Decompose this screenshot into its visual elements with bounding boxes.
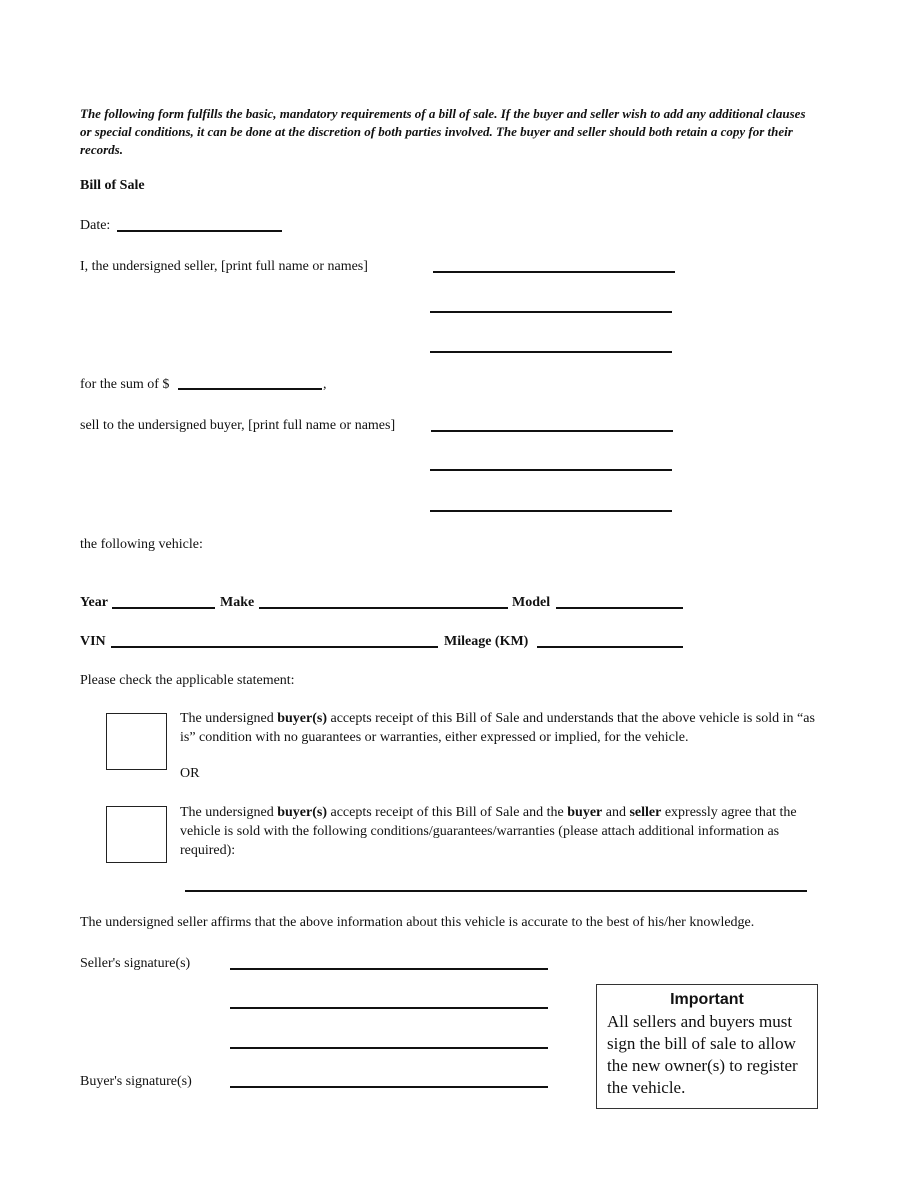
mileage-field[interactable] bbox=[537, 646, 683, 648]
cond-post: expressly agree that the vehicle is sold with the following conditions/guarantees/warranties (please attach additional information as required): bbox=[180, 805, 797, 858]
cond-pre: The undersigned bbox=[180, 805, 278, 820]
sum-field[interactable] bbox=[178, 388, 322, 390]
conditions-checkbox[interactable] bbox=[106, 806, 167, 863]
make-field[interactable] bbox=[259, 607, 508, 609]
or-label: OR bbox=[180, 766, 200, 781]
check-instruction: Please check the applicable statement: bbox=[80, 673, 295, 688]
sum-comma: , bbox=[323, 377, 327, 392]
intro-paragraph: The following form fulfills the basic, mandatory requirements of a bill of sale. If the buyer and seller wish to add any additional clauses or special conditions, it can be done at the discretion of both parties involved. The buyer and seller should both retain a copy for their records. bbox=[80, 106, 806, 157]
mileage-label: Mileage (KM) bbox=[444, 634, 529, 649]
sum-label: for the sum of $ bbox=[80, 377, 170, 392]
buyer-name-field-3[interactable] bbox=[430, 510, 672, 512]
buyer-name-field-1[interactable] bbox=[431, 430, 673, 432]
buyer-signature-label: Buyer's signature(s) bbox=[80, 1074, 192, 1089]
buyer-name-label: sell to the undersigned buyer, [print full name or names] bbox=[80, 418, 396, 433]
important-body: All sellers and buyers must sign the bill of sale to allow the new owner(s) to register the vehicle. bbox=[607, 1012, 798, 1097]
seller-signature-field-1[interactable] bbox=[230, 968, 548, 970]
cond-mid1: accepts receipt of this Bill of Sale and the bbox=[326, 805, 568, 820]
seller-name-field-1[interactable] bbox=[433, 271, 675, 273]
seller-signature-field-3[interactable] bbox=[230, 1047, 548, 1049]
as-is-checkbox[interactable] bbox=[106, 713, 167, 770]
conditions-statement bbox=[180, 803, 830, 860]
cond-seller-bold: seller bbox=[629, 805, 662, 820]
seller-name-label: I, the undersigned seller, [print full name or names] bbox=[80, 259, 368, 274]
important-title: Important bbox=[670, 991, 744, 1008]
as-is-post: accepts receipt of this Bill of Sale and understands that the above vehicle is sold in “as is” condition with no guarantees or warranties, either expressed or implied, for the vehicle. bbox=[180, 711, 815, 745]
cond-buyer-bold: buyer(s) bbox=[277, 805, 327, 820]
as-is-statement bbox=[180, 709, 820, 747]
seller-signature-label: Seller's signature(s) bbox=[80, 956, 191, 971]
important-notice-box bbox=[596, 984, 818, 1109]
as-is-buyer-bold: buyer(s) bbox=[277, 711, 327, 726]
vin-label: VIN bbox=[80, 634, 106, 649]
year-field[interactable] bbox=[112, 607, 215, 609]
year-label: Year bbox=[80, 595, 108, 610]
vehicle-label: the following vehicle: bbox=[80, 537, 203, 552]
make-label: Make bbox=[220, 595, 255, 610]
vin-field[interactable] bbox=[111, 646, 438, 648]
model-field[interactable] bbox=[556, 607, 683, 609]
seller-name-field-2[interactable] bbox=[430, 311, 672, 313]
seller-signature-field-2[interactable] bbox=[230, 1007, 548, 1009]
cond-mid2: and bbox=[602, 805, 630, 820]
as-is-pre: The undersigned bbox=[180, 711, 278, 726]
conditions-field[interactable] bbox=[185, 890, 807, 892]
buyer-signature-field[interactable] bbox=[230, 1086, 548, 1088]
buyer-name-field-2[interactable] bbox=[430, 469, 672, 471]
model-label: Model bbox=[512, 595, 551, 610]
date-field[interactable] bbox=[117, 230, 282, 232]
seller-name-field-3[interactable] bbox=[430, 351, 672, 353]
date-label: Date: bbox=[80, 218, 111, 233]
form-heading: Bill of Sale bbox=[80, 178, 145, 193]
cond-buyer2-bold: buyer bbox=[567, 805, 603, 820]
affirm-statement: The undersigned seller affirms that the above information about this vehicle is accurate to the best of his/her knowledge. bbox=[80, 915, 755, 930]
